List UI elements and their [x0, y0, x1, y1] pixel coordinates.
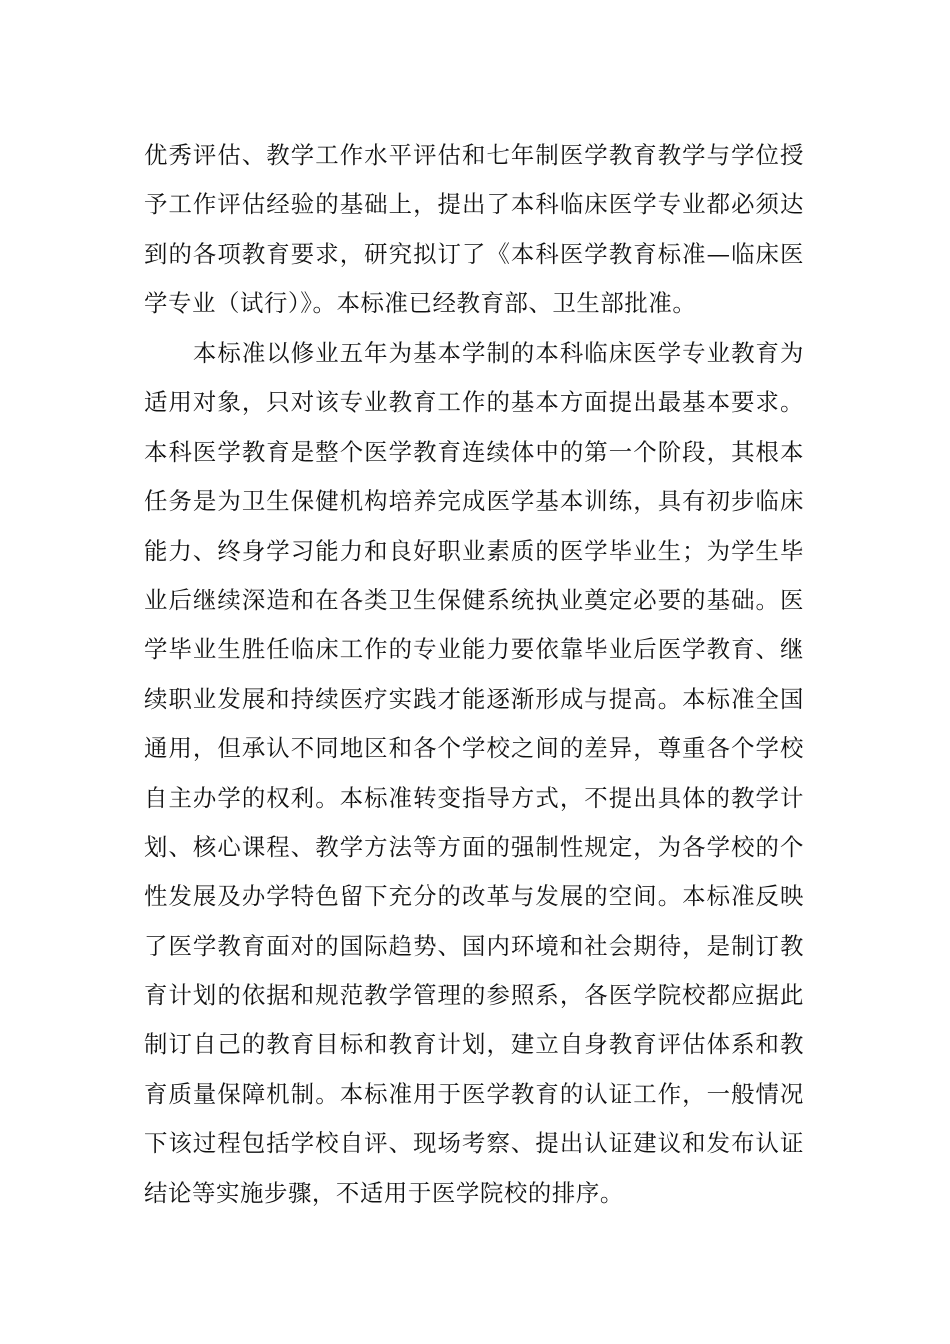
text-line: 本标准以修业五年为基本学制的本科临床医学专业教育为 — [144, 339, 804, 367]
text-line: 本科医学教育是整个医学教育连续体中的第一个阶段，其根本 — [144, 437, 804, 466]
text-line: 育计划的依据和规范教学管理的参照系，各医学院校都应据此 — [144, 981, 804, 1010]
text-line: 自主办学的权利。本标准转变指导方式，不提出具体的教学计 — [144, 783, 804, 812]
paragraph-2 — [144, 329, 804, 1218]
text-line: 通用，但承认不同地区和各个学校之间的差异，尊重各个学校 — [144, 734, 804, 763]
text-line: 任务是为卫生保健机构培养完成医学基本训练，具有初步临床 — [144, 487, 804, 516]
paragraph-1 — [144, 131, 804, 329]
text-line: 结论等实施步骤，不适用于医学院校的排序。 — [144, 1178, 624, 1207]
text-line: 学专业（试行）》。本标准已经教育部、卫生部批准。 — [144, 289, 697, 318]
text-line: 了医学教育面对的国际趋势、国内环境和社会期待，是制订教 — [144, 931, 804, 960]
text-line: 业后继续深造和在各类卫生保健系统执业奠定必要的基础。医 — [144, 585, 804, 614]
text-line: 学毕业生胜任临床工作的专业能力要依靠毕业后医学教育、继 — [144, 635, 804, 664]
text-line: 能力、终身学习能力和良好职业素质的医学毕业生；为学生毕 — [144, 536, 804, 565]
text-line: 优秀评估、教学工作水平评估和七年制医学教育教学与学位授 — [144, 141, 804, 169]
text-line: 予工作评估经验的基础上，提出了本科临床医学专业都必须达 — [144, 190, 804, 219]
text-line: 下该过程包括学校自评、现场考察、提出认证建议和发布认证 — [144, 1129, 804, 1158]
text-line: 续职业发展和持续医疗实践才能逐渐形成与提高。本标准全国 — [144, 684, 804, 713]
text-line: 制订自己的教育目标和教育计划，建立自身教育评估体系和教 — [144, 1030, 804, 1059]
text-line: 到的各项教育要求，研究拟订了《本科医学教育标准—临床医 — [144, 239, 804, 268]
text-line: 性发展及办学特色留下充分的改革与发展的空间。本标准反映 — [144, 882, 804, 911]
text-line: 划、核心课程、教学方法等方面的强制性规定，为各学校的个 — [144, 832, 804, 861]
text-line: 适用对象，只对该专业教育工作的基本方面提出最基本要求。 — [144, 388, 804, 417]
text-line: 育质量保障机制。本标准用于医学教育的认证工作，一般情况 — [144, 1079, 804, 1108]
